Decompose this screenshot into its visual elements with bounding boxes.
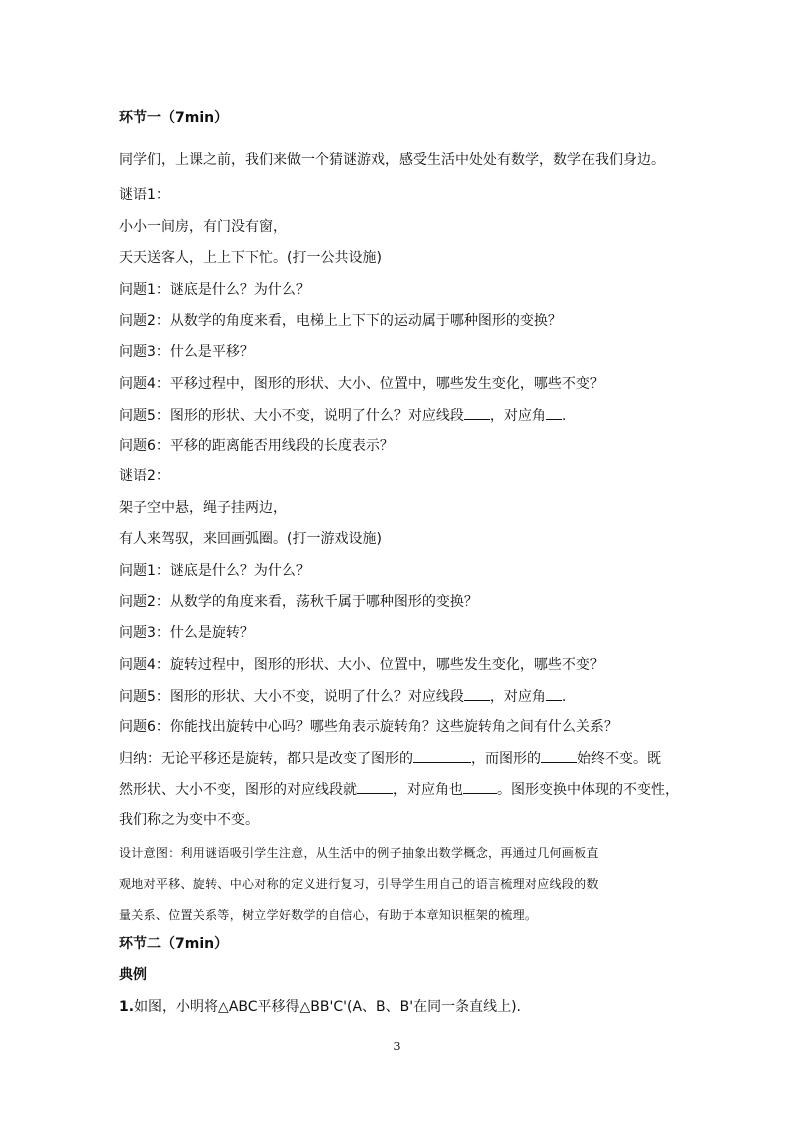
answer-blank — [357, 779, 393, 794]
section2-heading: 环节二（7min） — [119, 936, 229, 952]
summary-line2 — [119, 779, 679, 800]
section1-heading: 环节一（7min） — [119, 110, 229, 126]
riddle1-label: 谜语1： — [119, 187, 170, 203]
riddle1-line1: 小小一间房，有门没有窗， — [119, 219, 287, 235]
example-problem-1 — [119, 997, 521, 1017]
riddle2-q5-text-c: . — [561, 689, 567, 705]
answer-blank — [546, 405, 562, 420]
riddle1-question6: 问题6：平移的距离能否用线段的长度表示？ — [119, 438, 394, 454]
riddle2-label: 谜语2： — [119, 468, 170, 484]
design-intent-line3: 量关系、位置关系等，树立学好数学的自信心，有助于本章知识框架的梳理。 — [119, 908, 538, 922]
answer-blank — [546, 686, 562, 701]
summary-text-a: 归纳：无论平移还是旋转，都只是改变了图形的 — [119, 751, 413, 767]
riddle1-q5-text-b: ，对应角 — [489, 408, 546, 424]
riddle2-question5 — [119, 686, 566, 707]
summary-text-f: 。图形变换中体现的不变性， — [497, 782, 679, 798]
page-number: 3 — [393, 1040, 401, 1053]
riddle2-question3: 问题3：什么是旋转？ — [119, 625, 254, 641]
riddle2-line1: 架子空中悬，绳子挂两边， — [119, 500, 287, 516]
answer-blank — [463, 779, 497, 794]
riddle1-question5 — [119, 405, 566, 426]
riddle1-question4: 问题4：平移过程中，图形的形状、大小、位置中，哪些发生变化，哪些不变？ — [119, 376, 604, 392]
riddle2-question6: 问题6：你能找出旋转中心吗？哪些角表示旋转角？这些旋转角之间有什么关系？ — [119, 719, 618, 735]
riddle2-q5-text-a: 问题5：图形的形状、大小不变，说明了什么？对应线段 — [119, 689, 464, 705]
riddle1-q5-text-a: 问题5：图形的形状、大小不变，说明了什么？对应线段 — [119, 408, 464, 424]
example-heading: 典例 — [119, 967, 147, 983]
summary-text-d: 然形状、大小不变，图形的对应线段就 — [119, 782, 357, 798]
riddle1-q5-text-c: . — [561, 408, 567, 424]
riddle1-question2: 问题2：从数学的角度来看，电梯上上下下的运动属于哪种图形的变换？ — [119, 313, 562, 329]
summary-text-b: ，而图形的 — [471, 751, 541, 767]
riddle2-question2: 问题2：从数学的角度来看，荡秋千属于哪种图形的变换？ — [119, 594, 478, 610]
design-intent-line2: 观地对平移、旋转、中心对称的定义进行复习，引导学生用自己的语言梳理对应线段的数 — [119, 877, 599, 891]
summary-text-c: 始终不变。既 — [577, 751, 661, 767]
answer-blank — [464, 686, 490, 701]
problem-number: 1. — [119, 999, 135, 1015]
problem-text: 如图，小明将△ABC平移得△BB'C'(A、B、B'在同一条直线上). — [134, 999, 521, 1015]
riddle2-q5-text-b: ，对应角 — [489, 689, 546, 705]
riddle2-question4: 问题4：旋转过程中，图形的形状、大小、位置中，哪些发生变化，哪些不变？ — [119, 657, 604, 673]
answer-blank — [413, 748, 471, 763]
intro-paragraph: 同学们，上课之前，我们来做一个猜谜游戏，感受生活中处处有数学，数学在我们身边。 — [119, 152, 665, 168]
summary-line1 — [119, 748, 661, 769]
riddle1-question1: 问题1：谜底是什么？为什么？ — [119, 282, 310, 298]
riddle1-question3: 问题3：什么是平移？ — [119, 344, 254, 360]
riddle2-line2: 有人来驾驭，来回画弧圈。(打一游戏设施) — [119, 531, 382, 547]
riddle2-question1: 问题1：谜底是什么？为什么？ — [119, 563, 310, 579]
answer-blank — [464, 405, 490, 420]
riddle1-line2: 天天送客人，上上下下忙。(打一公共设施) — [119, 250, 382, 266]
design-intent-line1: 设计意图：利用谜语吸引学生注意，从生活中的例子抽象出数学概念，再通过几何画板直 — [119, 846, 599, 860]
summary-line3: 我们称之为变中不变。 — [119, 812, 259, 828]
summary-text-e: ，对应角也 — [393, 782, 463, 798]
answer-blank — [541, 748, 577, 763]
